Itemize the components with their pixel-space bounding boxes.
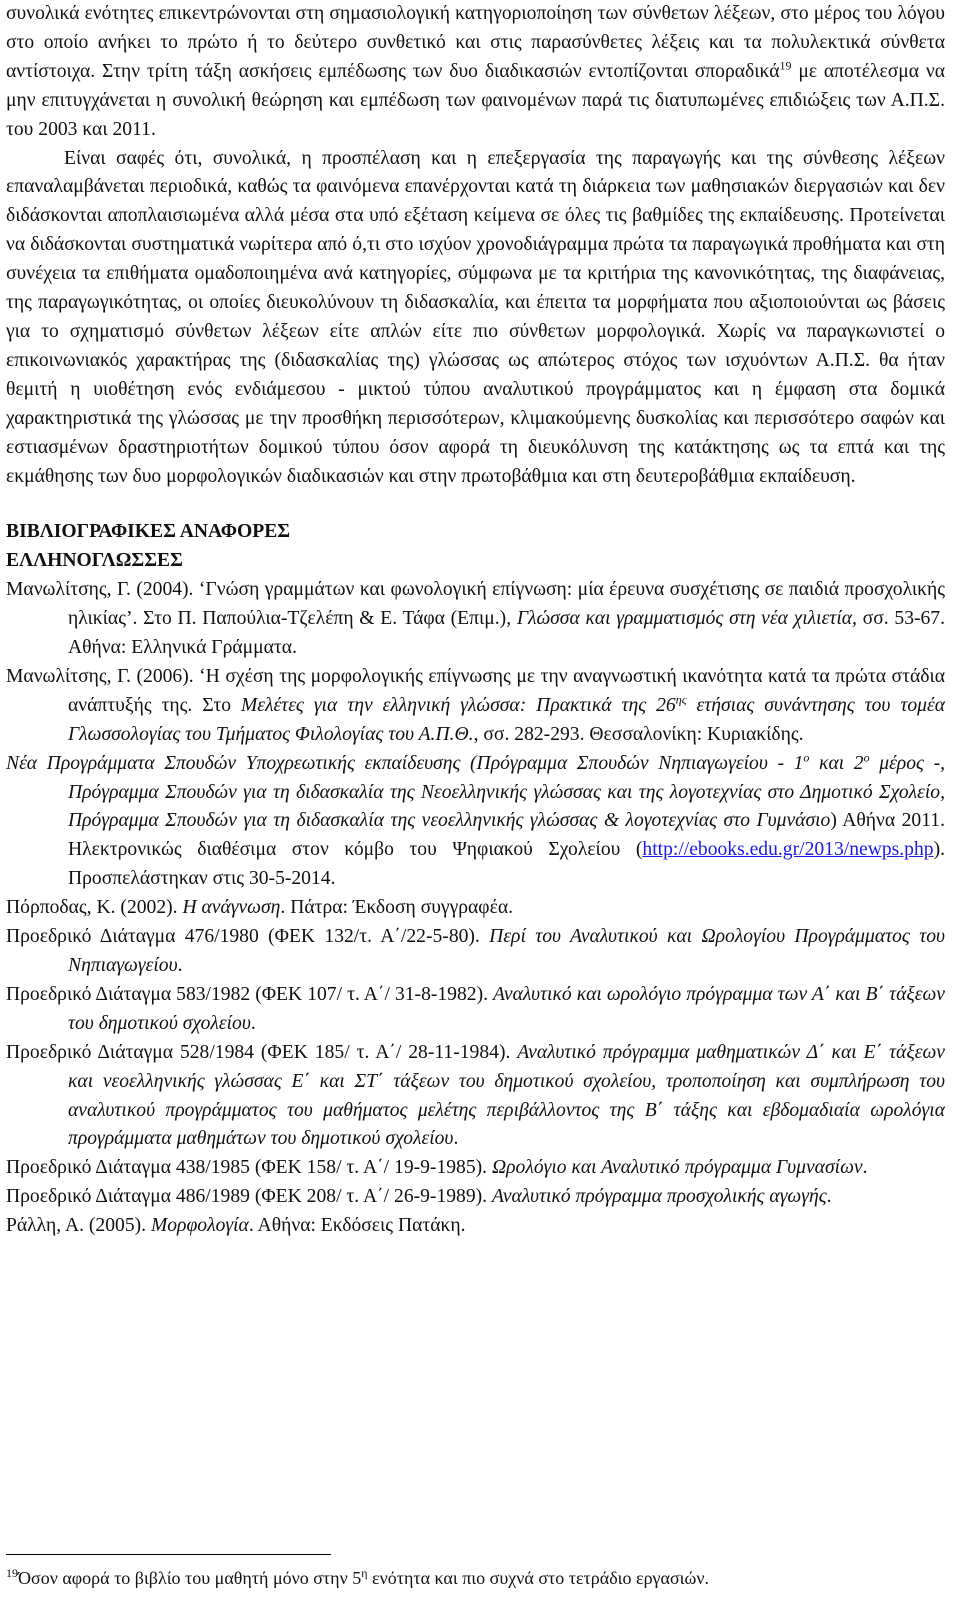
- reference-item: Ράλλη, Α. (2005). Μορφολογία. Αθήνα: Εκδόσεις Πατάκη.: [6, 1215, 466, 1237]
- paragraph-text: συνολικά ενότητες επικεντρώνονται στη σημασιολογική κατηγοριοποίηση των σύνθετων λέξεων, στο μέρος του λόγου στο οποίο ανήκει το πρώτο ή το δεύτερο συνθετικό και στις παρασύνθετες λέξεις και τα πολυλεκτικά σύνθετα αντίστοιχα. Στην τρίτη τάξη ασκήσεις εμπέδωσης των δυο διαδικασιών εντοπίζονται σποραδικά: [6, 3, 945, 82]
- reference-item: Προεδρικό Διάταγμα 486/1989 (ΦΕΚ 208/ τ. Α΄/ 26-9-1989). Αναλυτικό πρόγραμμα προσχολικής αγωγής.: [6, 1186, 832, 1208]
- paragraph-text: με αποτέλεσμα να μην επιτυγχάνεται η συνολική θεώρηση και εμπέδωση των φαινομένων παρά τις διατυπωμένες επιδιώξεις των Α.Π.Σ. του 2003 και 2011.: [6, 60, 945, 140]
- reference-item: Προεδρικό Διάταγμα 583/1982 (ΦΕΚ 107/ τ. Α΄/ 31-8-1982). Αναλυτικό και ωρολόγιο πρόγραμμα των Α΄ και Β΄ τάξεων του δημοτικού σχολείου.: [6, 983, 945, 1034]
- reference-item: Προεδρικό Διάταγμα 528/1984 (ΦΕΚ 185/ τ. Α΄/ 28-11-1984). Αναλυτικό πρόγραμμα μαθηματικών Δ΄ και Ε΄ τάξεων και νεοελληνικής γλώσσας Ε΄ και ΣΤ΄ τάξεων του δημοτικού σχολείου, τροποποίηση και συμπλήρωση του αναλυτικού προγράμματος του μαθήματος μελέτης περιβάλλοντος της Β΄ τάξης και εβδομαδιαία ωρολόγια προγράμματα μαθημάτων του δημοτικού σχολείου.: [6, 1041, 945, 1150]
- footnote-reference[interactable]: 19: [779, 58, 792, 73]
- body-paragraph-1: [6, 0, 945, 145]
- reference-item: Μανωλίτσης, Γ. (2004). ‘Γνώση γραμμάτων και φωνολογική επίγνωση: μία έρευνα συσχέτισης σε παιδιά προσχολικής ηλικίας’. Στο Π. Παπούλια-Τζελέπη & Ε. Τάφα (Επιμ.), Γλώσσα και γραμματισμός στη νέα χιλιετία, σσ. 53-67. Αθήνα: Ελληνικά Γράμματα.: [6, 579, 946, 659]
- references-heading: ΒΙΒΛΙΟΓΡΑΦΙΚΕΣ ΑΝΑΦΟΡΕΣ: [6, 521, 291, 543]
- reference-item: Προεδρικό Διάταγμα 438/1985 (ΦΕΚ 158/ τ. Α΄/ 19-9-1985). Ωρολόγιο και Αναλυτικό πρόγραμμα Γυμνασίων.: [6, 1157, 868, 1179]
- footnote-separator: [6, 1554, 331, 1555]
- reference-list: [6, 576, 945, 1241]
- footnote: $^{19}$Όσον αφορά το βιβλίο του μαθητή μόνο στην $5^\eta$ ενότητα και πιο συχνά στο τετράδιο εργασιών.: [6, 1566, 709, 1588]
- references-subheading: ΕΛΛΗΝΟΓΛΩΣΣΕΣ: [6, 550, 183, 572]
- reference-item: Προεδρικό Διάταγμα 476/1980 (ΦΕΚ 132/τ. Α΄/22-5-80). Περί του Αναλυτικού και Ωρολογίου Προγράμματος του Νηπιαγωγείου.: [6, 926, 946, 976]
- reference-item: Πόρποδας, Κ. (2002). Η ανάγνωση. Πάτρα: Έκδοση συγγραφέα.: [6, 897, 513, 919]
- reference-item: Νέα Προγράμματα Σπουδών Υποχρεωτικής εκπαίδευσης (Πρόγραμμα Σπουδών Νηπιαγωγείου - $1^o$ και $2^o$ μέρος -, Πρόγραμμα Σπουδών για τη διδασκαλία της Νεοελληνικής γλώσσας και της λογοτεχνίας στο Δημοτικό Σχολείο, Πρόγραμμα Σπουδών για τη διδασκαλία της νεοελληνικής γλώσσας & λογοτεχνίας στο Γυμνάσιο) Αθήνα 2011. Ηλεκτρονικώς διαθέσιμα στον κόμβο του Ψηφιακού Σχολείου (http://ebooks.edu.gr/2013/newps.php). Προσπελάστηκαν στις 30-5-2014.: [6, 750, 946, 890]
- reference-item: Μανωλίτσης, Γ. (2006). ‘Η σχέση της μορφολογικής επίγνωσης με την αναγνωστική ικανότητα κατά τα πρώτα στάδια ανάπτυξής της. Στο Μελέτες για την ελληνική γλώσσα: Πρακτικά της $26^{\eta\varsigma}$ ετήσιας συνάντησης του τομέα Γλωσσολογίας του Τμήματος Φιλολογίας του Α.Π.Θ., σσ. 282-293. Θεσσαλονίκη: Κυριακίδης.: [6, 665, 945, 745]
- footnote-number: 19: [6, 1566, 18, 1580]
- reference-link[interactable]: http://ebooks.edu.gr/2013/newps.php: [642, 839, 934, 861]
- body-paragraph-2: Είναι σαφές ότι, συνολικά, η προσπέλαση και η επεξεργασία της παραγωγής και της σύνθεσης λέξεων επαναλαμβάνεται περιοδικά, καθώς τα φαινόμενα επανέρχονται κατά τη διάρκεια των μαθησιακών διεργασιών και δεν διδάσκονται αποπλαισιωμένα αλλά μέσα στα υπό εξέταση κείμενα σε όλες τις βαθμίδες της εκπαίδευσης. Προτείνεται να διδάσκονται συστηματικά νωρίτερα από ό,τι στο ισχύον χρονοδιάγραμμα πρώτα τα παραγωγικά προθήματα και στη συνέχεια τα επιθήματα ομαδοποιημένα ανά κατηγορίες, σύμφωνα με τα κριτήρια της κανονικότητας, της διαφάνειας, της παραγωγικότητας, οι οποίες διευκολύνουν τη διδασκαλία, και έπειτα τα μορφήματα που αξιοποιούνται ως βάσεις για το σχηματισμό σύνθετων λέξεων είτε απλών είτε πιο σύνθετων μορφολογικά. Χωρίς να παραγκωνιστεί ο επικοινωνιακός χαρακτήρας της (διδασκαλίας της) γλώσσας ως απώτερος στόχος των ισχυόντων Α.Π.Σ. θα ήταν θεμιτή η υιοθέτηση ενός ενδιάμεσου - μικτού τύπου αναλυτικού προγράμματος και η έμφαση στα δομικά χαρακτηριστικά της γλώσσας με την προσθήκη περισσότερων, κλιμακούμενης δυσκολίας και περισσότερο σαφών και εστιασμένων δραστηριοτήτων δομικού τύπου όσον αφορά τη διευκόλυνση της κατάκτησης ως τα επτά και της εκμάθησης των δυο μορφολογικών διαδικασιών και στην πρωτοβάθμια και στη δευτεροβάθμια εκπαίδευση.: [6, 147, 945, 487]
